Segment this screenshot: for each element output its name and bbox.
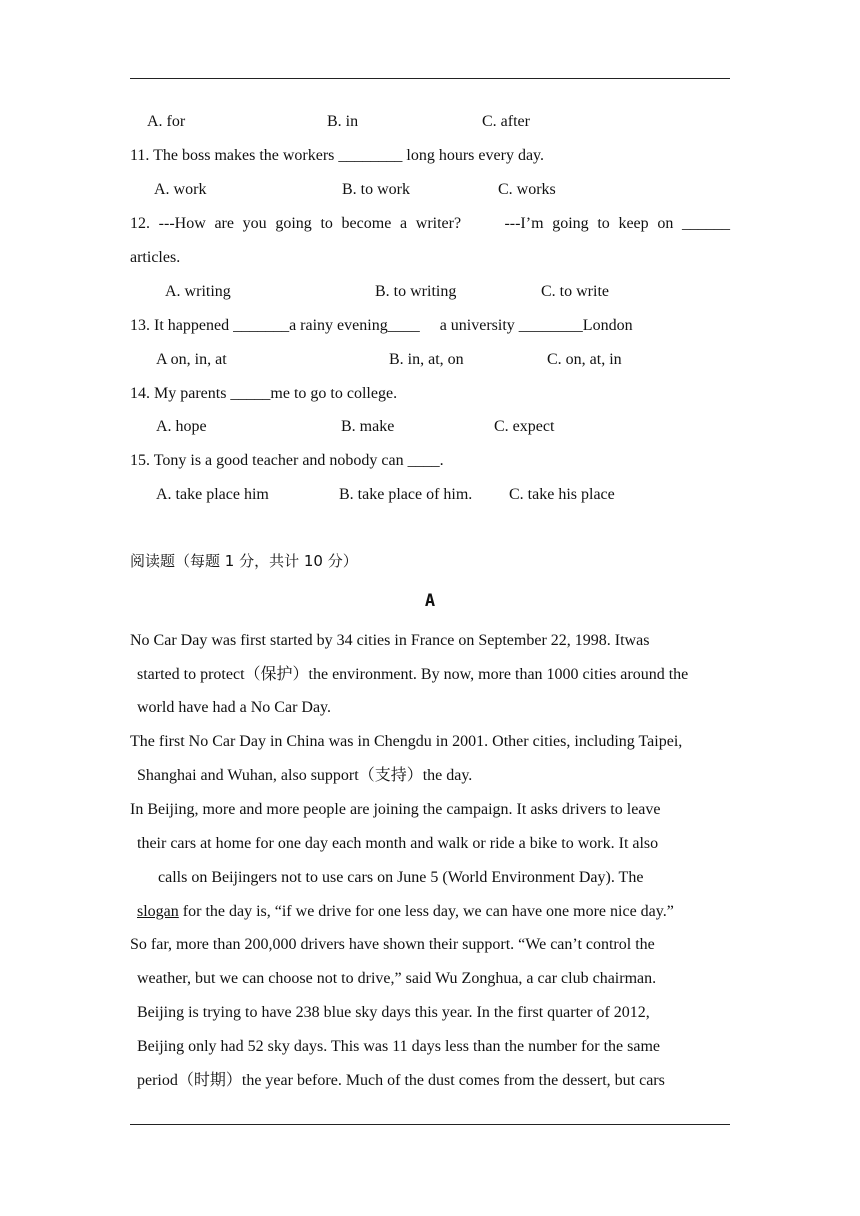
q11-stem: 11. The boss makes the workers ________ long hours every day. [130, 147, 544, 164]
reading-section-title: 阅读题（每题 1 分，共计 10 分） [130, 552, 358, 570]
p2-line-2: Shanghai and Wuhan, also support（支持）the day. [137, 767, 473, 784]
footer-rule [130, 1124, 730, 1125]
q13-option-a: A on, in, at [156, 351, 227, 368]
p4-line-2: weather, but we can choose not to drive,” said Wu Zonghua, a car club chairman. [137, 970, 657, 987]
q10-option-b: B. in [327, 113, 359, 130]
q12-option-a: A. writing [165, 283, 231, 300]
p3-line-3: calls on Beijingers not to use cars on June 5 (World Environment Day). The [158, 869, 644, 886]
q12-stem-line2: articles. [130, 249, 181, 266]
q12-option-b: B. to writing [375, 283, 457, 300]
p4-line-3: Beijing is trying to have 238 blue sky days this year. In the first quarter of 2012, [137, 1004, 650, 1021]
p3-line-1: In Beijing, more and more people are joining the campaign. It asks drivers to leave [130, 801, 661, 818]
p1-line-2: started to protect（保护）the environment. By now, more than 1000 cities around the [137, 666, 689, 683]
slogan-word: slogan [137, 903, 179, 920]
q14-option-b: B. make [341, 418, 395, 435]
q15-option-a: A. take place him [156, 486, 269, 503]
q11-option-c: C. works [498, 181, 556, 198]
p1-line-1: No Car Day was first started by 34 cities in France on September 22, 1998. Itwas [130, 632, 650, 649]
q10-option-c: C. after [482, 113, 530, 130]
passage-label: A [424, 591, 436, 611]
q14-option-a: A. hope [156, 418, 207, 435]
q10-option-a: A. for [147, 113, 186, 130]
q14-option-c: C. expect [494, 418, 555, 435]
p2-line-1: The first No Car Day in China was in Chengdu in 2001. Other cities, including Taipei, [130, 733, 683, 750]
q15-option-c: C. take his place [509, 486, 615, 503]
p1-line-3: world have had a No Car Day. [137, 699, 332, 716]
q13-option-b: B. in, at, on [389, 351, 464, 368]
q14-stem: 14. My parents _____me to go to college. [130, 385, 398, 402]
p4-line-1: So far, more than 200,000 drivers have shown their support. “We can’t control the [130, 936, 655, 953]
slogan-sentence: for the day is, “if we drive for one less day, we can have one more nice day.” [178, 903, 674, 920]
q15-stem: 15. Tony is a good teacher and nobody can ____. [130, 452, 444, 469]
p4-line-4: Beijing only had 52 sky days. This was 11 days less than the number for the same [137, 1038, 661, 1055]
q11-option-a: A. work [154, 181, 207, 198]
q13-option-c: C. on, at, in [547, 351, 622, 368]
p3-line-4 [137, 902, 674, 922]
q12-stem-line1: 12. ---How are you going to become a writer? ---I’m going to keep on ______ [130, 215, 730, 232]
q11-option-b: B. to work [342, 181, 410, 198]
header-rule [130, 78, 730, 79]
q15-option-b: B. take place of him. [339, 486, 473, 503]
p4-line-5: period（时期）the year before. Much of the dust comes from the dessert, but cars [137, 1072, 665, 1089]
q13-stem: 13. It happened _______a rainy evening____ a university ________London [130, 317, 633, 334]
p3-line-2: their cars at home for one day each month and walk or ride a bike to work. It also [137, 835, 659, 852]
q12-option-c: C. to write [541, 283, 609, 300]
